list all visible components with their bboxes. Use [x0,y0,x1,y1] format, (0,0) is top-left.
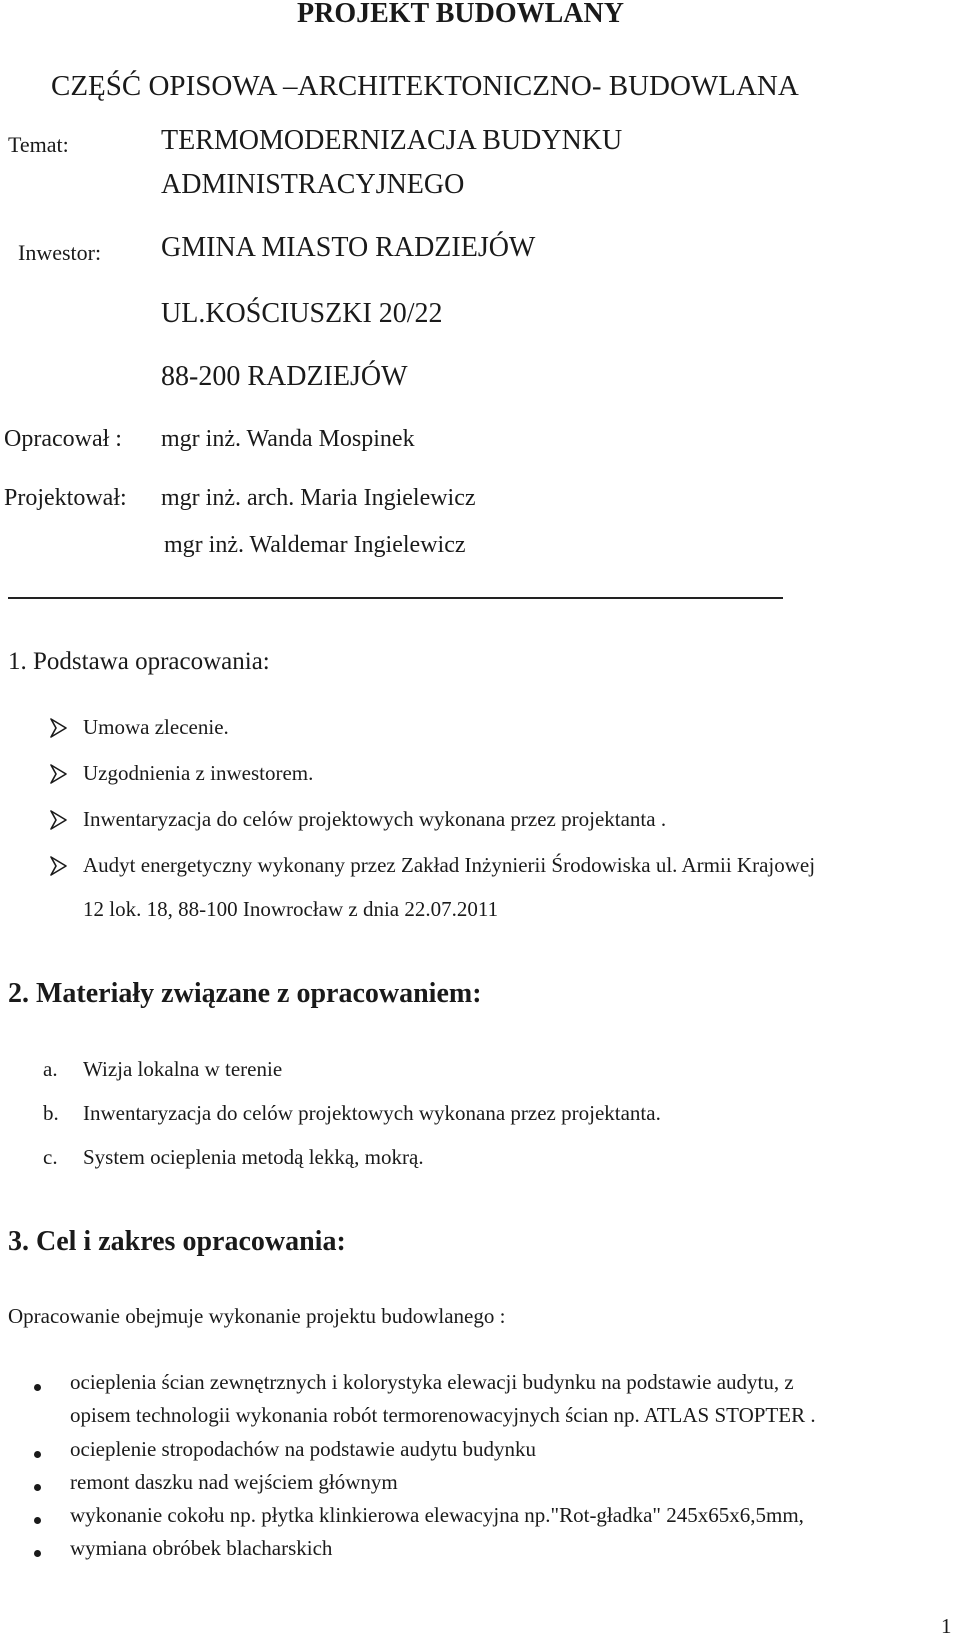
section1-item: Uzgodnienia z inwestorem. [83,761,314,785]
section3-item: remont daszku nad wejściem głównym [70,1470,398,1494]
section2-item: Wizja lokalna w terenie [83,1057,283,1081]
document-subtitle: CZĘŚĆ OPISOWA –ARCHITEKTONICZNO- BUDOWLANA [51,70,799,102]
inwestor-label: Inwestor: [18,240,102,265]
section1-item: Umowa zlecenie. [83,715,229,739]
projektowal-label: Projektował: [4,485,127,511]
bullet-dot-icon [34,1550,41,1557]
inwestor-value-line1: GMINA MIASTO RADZIEJÓW [161,232,536,263]
bullet-dot-icon [34,1484,41,1491]
projektowal-value-2: mgr inż. Waldemar Ingielewicz [164,532,466,558]
section1-item: Audyt energetyczny wykonany przez Zakład Inżynierii Środowiska ul. Armii Krajowej [83,853,816,877]
arrow-bullet-icon [50,809,68,831]
bullet-dot-icon [34,1517,41,1524]
section3-item: wymiana obróbek blacharskich [70,1536,333,1560]
bullet-dot-icon [34,1451,41,1458]
section3-item: ocieplenie stropodachów na podstawie audytu budynku [70,1437,536,1461]
document-title: PROJEKT BUDOWLANY [297,0,624,29]
section2-heading: 2. Materiały związane z opracowaniem: [8,978,482,1009]
temat-value-line1: TERMOMODERNIZACJA BUDYNKU [161,125,623,156]
arrow-bullet-icon [50,763,68,785]
section1-heading: 1. Podstawa opracowania: [8,648,270,675]
section1-item: Inwentaryzacja do celów projektowych wykonana przez projektanta . [83,807,667,831]
opracowal-label: Opracował : [4,426,122,452]
page-number: 1 [941,1614,952,1638]
section1-item-continuation: 12 lok. 18, 88-100 Inowrocław z dnia 22.07.2011 [83,897,499,921]
list-marker: c. [43,1145,58,1169]
section2-item: System ocieplenia metodą lekką, mokrą. [83,1145,424,1169]
arrow-bullet-icon [50,855,68,877]
arrow-bullet-icon [50,717,68,739]
section3-item: wykonanie cokołu np. płytka klinkierowa elewacyjna np."Rot-gładka" 245x65x6,5mm, [70,1503,804,1527]
inwestor-value-line3: 88-200 RADZIEJÓW [161,361,408,392]
bullet-dot-icon [34,1384,41,1391]
inwestor-value-line2: UL.KOŚCIUSZKI 20/22 [161,298,443,329]
section2-item: Inwentaryzacja do celów projektowych wykonana przez projektanta. [83,1101,661,1125]
section3-heading: 3. Cel i zakres opracowania: [8,1226,346,1257]
list-marker: b. [43,1101,59,1125]
section3-intro: Opracowanie obejmuje wykonanie projektu budowlanego : [8,1304,506,1328]
section3-item-line: ocieplenia ścian zewnętrznych i kolorystyka elewacji budynku na podstawie audytu, z [70,1370,794,1394]
section3-item-line: opisem technologii wykonania robót termorenowacyjnych ścian np. ATLAS STOPTER . [70,1403,816,1427]
separator-line [8,597,783,599]
projektowal-value-1: mgr inż. arch. Maria Ingielewicz [161,485,476,511]
list-marker: a. [43,1057,58,1081]
temat-value-line2: ADMINISTRACYJNEGO [161,169,465,200]
temat-label: Temat: [8,132,69,157]
opracowal-value: mgr inż. Wanda Mospinek [161,426,415,452]
